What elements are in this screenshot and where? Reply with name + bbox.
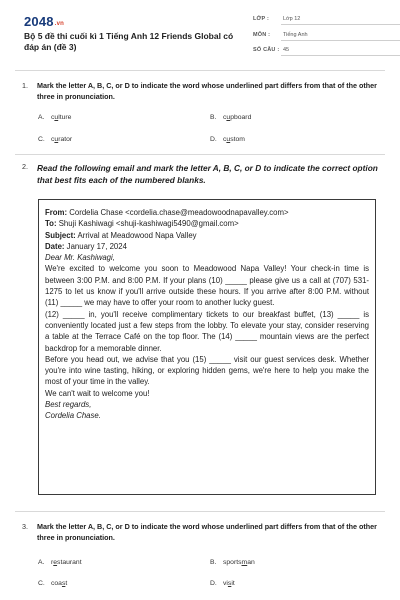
option-underlined: u — [54, 114, 59, 121]
option-a[interactable] — [38, 559, 82, 566]
option-underlined: u — [54, 136, 59, 143]
option-letter: D. — [210, 580, 217, 587]
email-signature: Cordelia Chase. — [45, 411, 101, 421]
meta-subject-line — [281, 40, 400, 41]
meta-count-line — [281, 55, 400, 56]
option-c[interactable] — [38, 580, 67, 587]
logo-suffix: .vn — [54, 21, 65, 27]
option-text-post: t — [65, 580, 68, 587]
option-text-pre: vi — [223, 580, 228, 587]
email-subject — [45, 230, 369, 241]
meta-class — [253, 13, 400, 26]
meta-class-label: LỚP : — [253, 16, 269, 22]
question-3 — [22, 522, 382, 552]
option-underlined: e — [53, 559, 58, 566]
question-prompt: Mark the letter A, B, C, or D to indicate the word whose underlined part differs from that of the other three in pronunciation. — [37, 522, 377, 542]
option-b[interactable] — [210, 559, 255, 566]
meta-count-label: SỐ CÂU : — [253, 47, 280, 53]
logo-text: 2048 — [24, 14, 54, 29]
header-divider — [15, 70, 385, 71]
meta-subject-label: MÔN : — [253, 32, 271, 38]
option-text-post: stom — [230, 136, 245, 143]
meta-count-value: 45 — [283, 47, 290, 53]
option-letter: B. — [210, 114, 217, 121]
meta-subject-value: Tiếng Anh — [283, 32, 308, 38]
email-salutation: Dear Mr. Kashiwagi, — [45, 253, 115, 263]
option-text-post: pboard — [230, 114, 252, 121]
meta-subject — [253, 29, 400, 42]
page-header — [0, 0, 400, 68]
email-to-value: Shuji Kashiwagi <shuji-kashiwagi5490@gmail.com> — [58, 219, 239, 229]
question-1 — [22, 81, 382, 151]
option-letter: D. — [210, 136, 217, 143]
question-prompt: Read the following email and mark the letter A, B, C, or D to indicate the correct option that best fits each of the numbered blanks. — [37, 163, 378, 185]
option-text-pre: c — [223, 114, 227, 121]
question-number: 3. — [22, 522, 28, 531]
option-letter: C. — [38, 136, 45, 143]
email-to-label: To: — [45, 219, 57, 229]
question-prompt: Mark the letter A, B, C, or D to indicate the word whose underlined part differs from that of the other three in pronunciation. — [37, 81, 377, 101]
meta-class-line — [281, 24, 400, 25]
email-date-value: January 17, 2024 — [66, 241, 127, 251]
email-paragraph-2: (12) _____ in, you'll receive complimentary tickets to our breakfast buffet, (13) _____ is conveniently located just a few steps from the lobby. To elevate your stay, consider reserving a table at the Terrace Café on the top floor. The (14) _____ mountain views are the perfect backdrop for a memorable dinner. — [45, 309, 369, 353]
option-letter: C. — [38, 580, 45, 587]
option-text-pre: r — [51, 559, 54, 566]
meta-count — [253, 44, 400, 57]
email-subject-label: Subject: — [45, 230, 76, 240]
email-subject-value: Arrival at Meadowood Napa Valley — [77, 230, 197, 240]
option-b[interactable] — [210, 114, 251, 121]
option-text-pre: sports — [223, 559, 242, 566]
option-text-pre: c — [51, 136, 55, 143]
option-c[interactable] — [38, 136, 72, 143]
email-passage — [38, 199, 376, 495]
question-divider — [15, 511, 385, 512]
email-from-value: Cordelia Chase <cordelia.chase@meadowoodnapavalley.com> — [69, 208, 289, 217]
option-letter: B. — [210, 559, 217, 566]
option-underlined: m — [241, 559, 248, 566]
email-paragraph-1: We're excited to welcome you soon to Meadowood Napa Valley! Your check-in time is between 3:00 P.M. and 8:00 P.M. If your plans (10) _____ please give us a call at (707) 531-1275 to let us know if you'll arrive outside these hours. If you arrive after 8:00 P.M. without (11) _____ we may have to offer your room to another lucky guest. — [45, 264, 369, 308]
option-text-post: an — [247, 559, 255, 566]
meta-class-value: Lớp 12 — [283, 16, 301, 22]
email-date-label: Date: — [45, 241, 65, 251]
email-paragraph-3: Before you head out, we advise that you (15) _____ visit our guest services desk. Whether you're into wine tasting, hiking, or exploring hidden gems, we're here to help you make the most of your time in the valley. — [45, 354, 369, 387]
email-to — [45, 218, 369, 229]
option-text-post: it — [231, 580, 235, 587]
option-text-pre: c — [223, 136, 227, 143]
option-underlined: s — [227, 580, 232, 587]
option-text-pre: c — [51, 114, 55, 121]
email-closing: We can't wait to welcome you! — [45, 388, 150, 398]
option-underlined: s — [61, 580, 66, 587]
option-d[interactable] — [210, 580, 235, 587]
question-divider — [15, 154, 385, 155]
site-logo[interactable] — [24, 14, 64, 29]
question-2 — [22, 162, 382, 192]
option-text-post: rator — [58, 136, 73, 143]
email-regards: Best regards, — [45, 400, 92, 410]
option-letter: A. — [38, 559, 45, 566]
option-letter: A. — [38, 114, 45, 121]
email-from-label: From: — [45, 208, 68, 217]
option-text-post: staurant — [57, 559, 82, 566]
document-title: Bộ 5 đề thi cuối kì 1 Tiếng Anh 12 Friends Global có đáp án (đề 3) — [24, 31, 234, 52]
question-number: 1. — [22, 81, 28, 90]
question-number: 2. — [22, 162, 28, 171]
email-from — [45, 207, 369, 218]
option-underlined: u — [226, 114, 231, 121]
email-date — [45, 241, 369, 252]
option-underlined: u — [226, 136, 231, 143]
option-d[interactable] — [210, 136, 245, 143]
option-text-post: lture — [58, 114, 72, 121]
option-text-pre: coa — [51, 580, 62, 587]
option-a[interactable] — [38, 114, 71, 121]
